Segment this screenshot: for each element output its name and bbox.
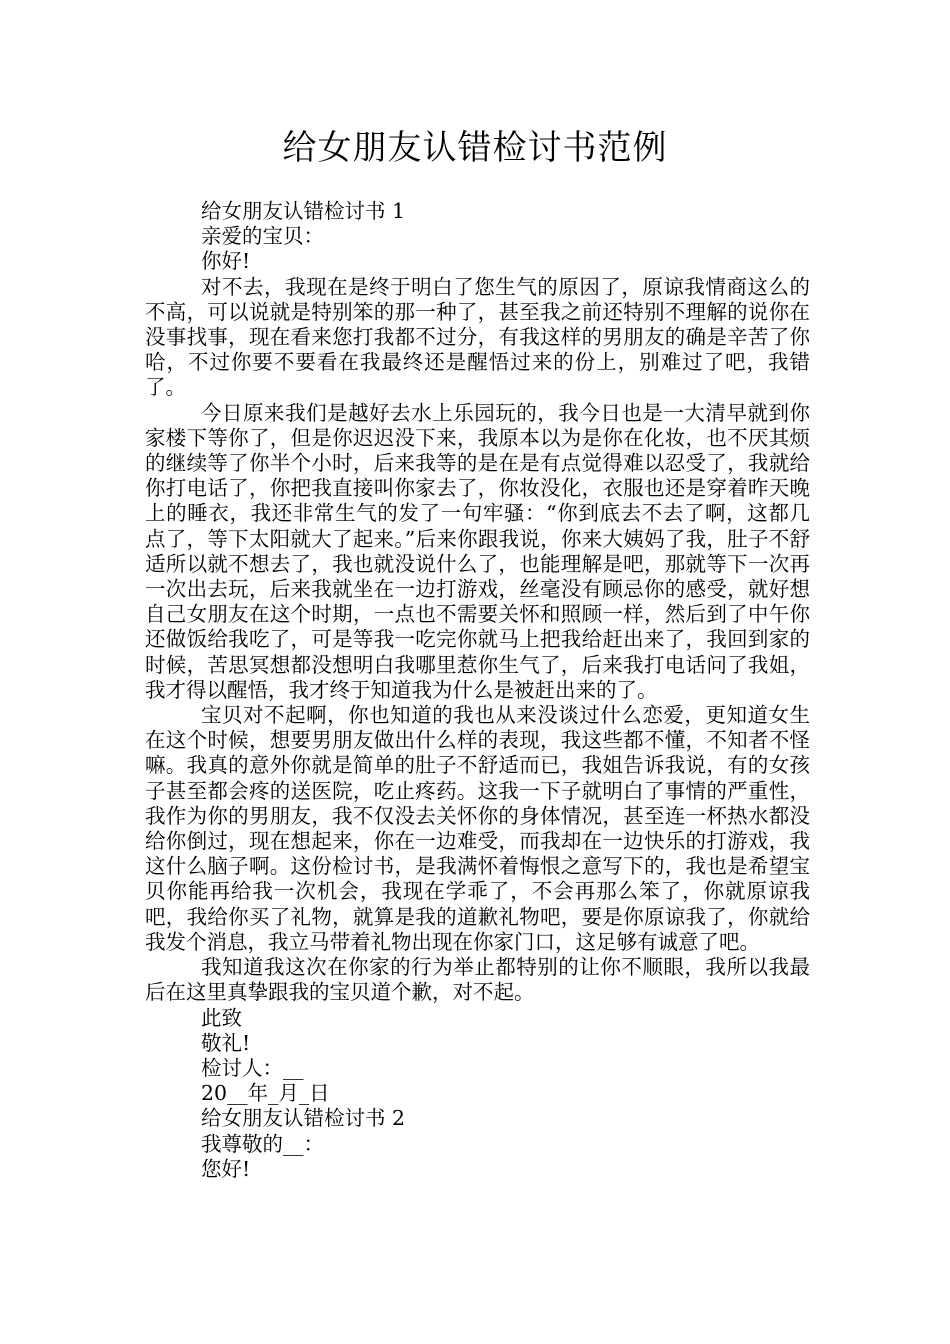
paragraph: 我知道我这次在你家的行为举止都特别的让你不顺眼，我所以我最后在这里真挚跟我的宝贝道个歉，对不起。 [145,955,810,1005]
letter-salutation: 亲爱的宝贝： [201,224,324,249]
letter-salutation: 我尊敬的__： [201,1131,324,1156]
paragraph: 对不去，我现在是终于明白了您生气的原因了，原谅我情商这么的不高，可以说就是特别笨的那一种了，甚至我之前还特别不理解的说你在没事找事，现在看来您打我都不过分，有我这样的男朋友的确是辛苦了你哈，不过你要不要看在我最终还是醒悟过来的份上，别难过了吧，我错了。 [145,274,810,400]
letter-heading: 给女朋友认错检讨书 2 [201,1106,406,1131]
paragraph: 宝贝对不起啊，你也知道的我也从来没谈过什么恋爱，更知道女生在这个时候，想要男朋友做出什么样的表现，我这些都不懂，不知者不怪嘛。我真的意外你就是简单的肚子不舒适而已，我姐告诉我说，有的女孩子甚至都会疼的送医院，吃止疼药。这我一下子就明白了事情的严重性，我作为你的男朋友，我不仅没去关怀你的身体情况，甚至连一杯热水都没给你倒过，现在想起来，你在一边难受，而我却在一边快乐的打游戏，我这什么脑子啊。这份检讨书，是我满怀着悔恨之意写下的，我也是希望宝贝你能再给我一次机会，我现在学乖了，不会再那么笨了，你就原谅我吧，我给你买了礼物，就算是我的道歉礼物吧，要是你原谅我了，你就给我发个消息，我立马带着礼物出现在你家门口，这足够有诚意了吧。 [145,703,810,954]
closing-salute: 敬礼! [201,1030,251,1055]
document-title: 给女朋友认错检讨书范例 [282,128,668,168]
letter-greeting: 你好! [201,249,251,274]
document-body [145,199,810,1182]
date-line: 20__年_月_日 [201,1081,330,1106]
signature-line: 检讨人：__ [201,1055,304,1080]
paragraph: 今日原来我们是越好去水上乐园玩的，我今日也是一大清早就到你家楼下等你了，但是你迟迟没下来，我原本以为是你在化妆，也不厌其烦的继续等了你半个小时，后来我等的是在是有点觉得难以忍受了，我就给你打电话了，你把我直接叫你家去了，你妆没化，衣服也还是穿着昨天晚上的睡衣，我还非常生气的发了一句牢骚：“你到底去不去了啊，这都几点了，等下太阳就大了起来。”后来你跟我说，你来大姨妈了我，肚子不舒适所以就不想去了，我也就没说什么了，也能理解是吧，那就等下一次再一次出去玩，后来我就坐在一边打游戏，丝毫没有顾忌你的感受，就好想自己女朋友在这个时期，一点也不需要关怀和照顾一样，然后到了中午你还做饭给我吃了，可是等我一吃完你就马上把我给赶出来了，我回到家的时候，苦思冥想都没想明白我哪里惹你生气了，后来我打电话问了我姐，我才得以醒悟，我才终于知道我为什么是被赶出来的了。 [145,400,810,702]
letter-heading: 给女朋友认错检讨书 1 [201,199,406,223]
letter-greeting: 您好! [201,1156,251,1181]
closing-line: 此致 [201,1005,242,1030]
